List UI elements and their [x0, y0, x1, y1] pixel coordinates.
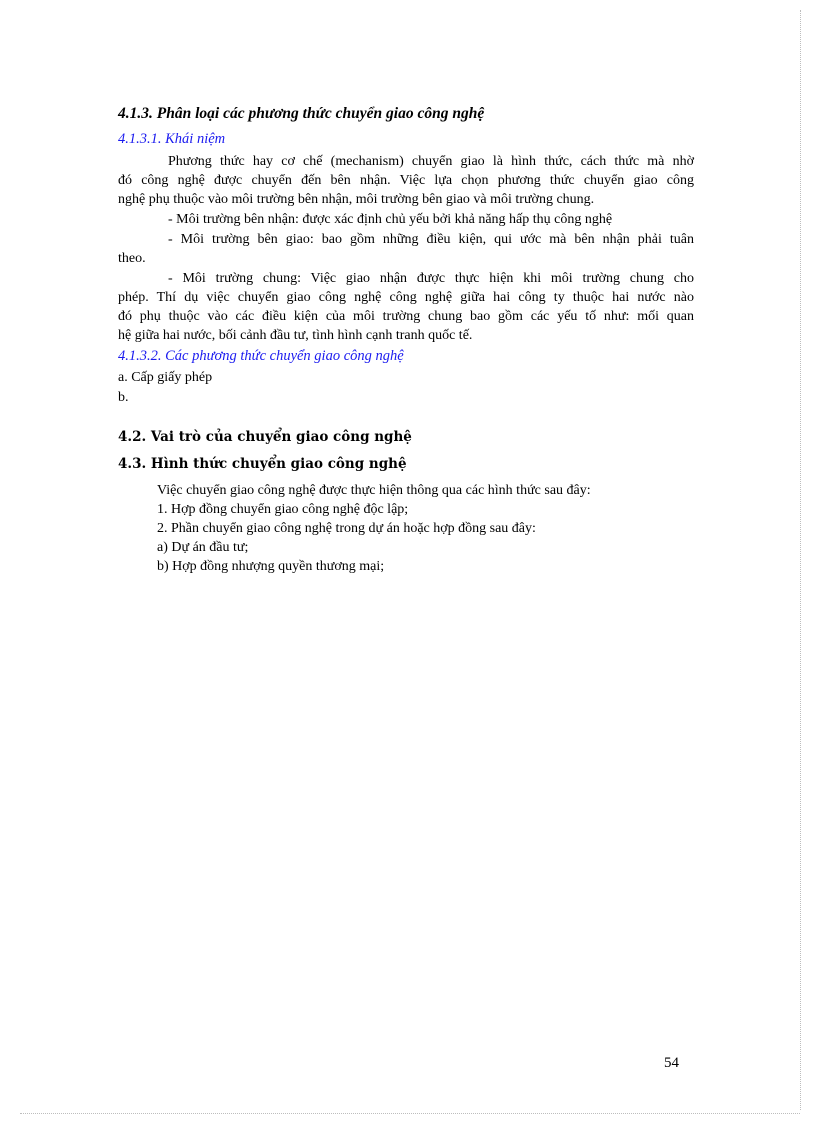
paragraph-line: Việc chuyển giao công nghệ được thực hiện thông qua các hình thức sau đây:: [157, 483, 591, 498]
list-item: 2. Phần chuyển giao công nghệ trong dự án hoặc hợp đồng sau đây:: [157, 521, 536, 536]
section-heading-4-1-3: 4.1.3. Phân loại các phương thức chuyển giao công nghệ: [118, 105, 485, 122]
list-item: - Môi trường bên giao: bao gồm những điều kiện, qui ước mà bên nhận phải tuân: [168, 232, 694, 247]
page-frame-bottom-border: [20, 1113, 800, 1114]
list-item: b.: [118, 390, 129, 405]
paragraph-line: theo.: [118, 251, 146, 266]
list-item: a) Dự án đầu tư;: [157, 540, 249, 555]
paragraph-line: Phương thức hay cơ chế (mechanism) chuyển giao là hình thức, cách thức mà nhờ: [168, 154, 694, 169]
page-frame-right-border: [800, 10, 801, 1110]
section-heading-4-3: 4.3. Hình thức chuyển giao công nghệ: [118, 456, 407, 472]
paragraph-line: đó phụ thuộc vào các điều kiện của môi trường chung bao gồm các yếu tố như: mối quan: [118, 309, 694, 324]
paragraph-line: phép. Thí dụ việc chuyển giao công nghệ công nghệ giữa hai công ty thuộc hai nước nào: [118, 290, 694, 305]
paragraph-line: hệ giữa hai nước, bối cảnh đầu tư, tình hình cạnh tranh quốc tế.: [118, 328, 473, 343]
paragraph-line: đó công nghệ được chuyển đến bên nhận. Việc lựa chọn phương thức chuyển giao công: [118, 173, 694, 188]
subsection-heading-4-1-3-1: 4.1.3.1. Khái niệm: [118, 131, 226, 147]
list-item: - Môi trường bên nhận: được xác định chủ yếu bởi khả năng hấp thụ công nghệ: [168, 212, 613, 227]
list-item: b) Hợp đồng nhượng quyền thương mại;: [157, 559, 385, 574]
subsection-heading-4-1-3-2: 4.1.3.2. Các phương thức chuyển giao công nghệ: [118, 348, 404, 364]
paragraph-line: nghệ phụ thuộc vào môi trường bên nhận, môi trường bên giao và môi trường chung.: [118, 192, 595, 207]
page-number: 54: [664, 1055, 679, 1071]
list-item: a. Cấp giấy phép: [118, 370, 213, 385]
list-item: 1. Hợp đồng chuyển giao công nghệ độc lập;: [157, 502, 409, 517]
list-item: - Môi trường chung: Việc giao nhận được thực hiện khi môi trường chung cho: [168, 271, 694, 286]
section-heading-4-2: 4.2. Vai trò của chuyển giao công nghệ: [118, 429, 412, 445]
